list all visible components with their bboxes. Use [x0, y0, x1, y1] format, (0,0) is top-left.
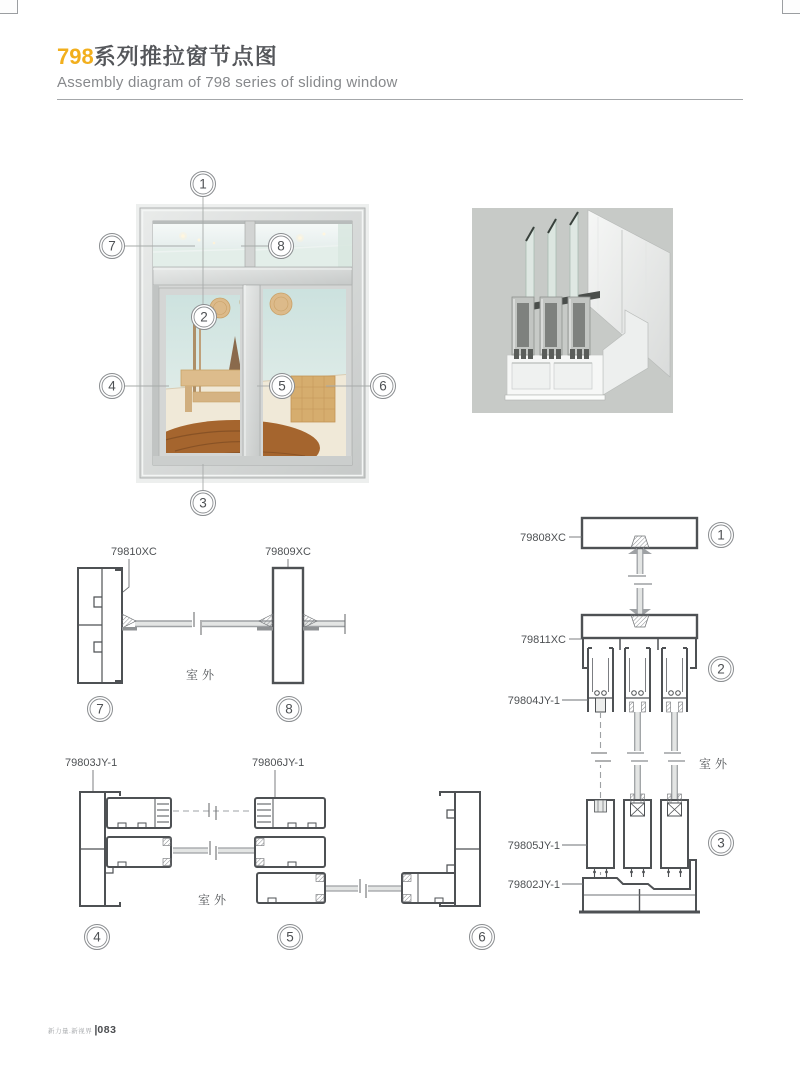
callout-4	[100, 374, 125, 399]
outdoor-label-right: 室外	[698, 757, 732, 771]
svg-text:79803JY-1: 79803JY-1	[65, 757, 118, 769]
profile-79810XC	[78, 568, 137, 683]
svg-text:79809XC: 79809XC	[265, 546, 311, 558]
page-subtitle: Assembly diagram of 798 series of sliding window	[57, 74, 398, 91]
callout-8	[269, 234, 294, 259]
label-79802JY-1	[508, 879, 583, 891]
callout-6-detail	[470, 925, 495, 950]
svg-text:3: 3	[199, 495, 207, 511]
window-illustration	[95, 168, 405, 520]
sash-upper-left	[107, 798, 171, 828]
sash-lower-middle	[255, 837, 325, 867]
svg-text:79805JY-1: 79805JY-1	[507, 840, 560, 852]
callout-7-detail	[88, 697, 113, 722]
callout-6	[371, 374, 396, 399]
footer-separator: |	[94, 1024, 98, 1036]
callout-2-detail	[709, 657, 734, 682]
svg-text:79811XC: 79811XC	[520, 634, 566, 646]
callout-5	[270, 374, 295, 399]
svg-text:79802JY-1: 79802JY-1	[507, 879, 560, 891]
svg-text:79808XC: 79808XC	[520, 532, 566, 544]
transom-bar	[153, 267, 352, 285]
callout-1	[191, 172, 216, 197]
svg-text:6: 6	[478, 929, 486, 945]
svg-text:7: 7	[108, 238, 116, 254]
label-79809XC	[265, 546, 311, 567]
bottom-track	[153, 456, 352, 465]
outdoor-label-bottom: 室外	[197, 893, 231, 907]
sash-upper-middle	[255, 798, 325, 828]
callout-2	[192, 305, 217, 330]
sash-bottom-middle	[257, 873, 325, 903]
svg-text:1: 1	[717, 527, 725, 543]
svg-text:2: 2	[717, 661, 725, 677]
callout-8-detail	[277, 697, 302, 722]
transom-mullion	[245, 221, 255, 267]
page-header	[57, 44, 743, 91]
svg-text:4: 4	[93, 929, 101, 945]
glass-run-upper	[173, 841, 255, 860]
glass-head-run	[628, 548, 652, 615]
svg-text:6: 6	[379, 378, 387, 394]
callout-5-detail	[278, 925, 303, 950]
series-number: 798	[57, 44, 94, 69]
svg-text:79806JY-1: 79806JY-1	[252, 757, 305, 769]
profile-79811XC	[582, 609, 697, 668]
svg-text:79810XC: 79810XC	[111, 546, 157, 558]
svg-text:1: 1	[199, 176, 207, 192]
svg-text:2: 2	[200, 309, 208, 325]
svg-text:7: 7	[96, 701, 104, 717]
svg-text:5: 5	[278, 378, 286, 394]
sill-front	[505, 355, 605, 400]
sash-bottom-profiles	[587, 794, 688, 877]
callout-1-detail	[709, 523, 734, 548]
center-stile	[243, 285, 260, 465]
side-track	[153, 285, 159, 465]
label-79808XC	[520, 532, 582, 544]
callout-3-detail	[709, 831, 734, 856]
label-79811XC	[521, 634, 582, 646]
callout-3	[191, 491, 216, 516]
page-title	[57, 44, 743, 70]
outdoor-label-mid: 室外	[185, 668, 219, 682]
profile-79808XC	[582, 518, 697, 554]
svg-text:4: 4	[108, 378, 116, 394]
corner-mark-left	[0, 0, 18, 14]
callout-4-detail	[85, 925, 110, 950]
svg-text:5: 5	[286, 929, 294, 945]
detail-drawing-7-8	[55, 535, 360, 727]
glass-run-lower	[325, 879, 402, 898]
track-profiles	[512, 297, 590, 359]
alignment-dashed-line	[173, 803, 253, 820]
sash-top-channels	[588, 648, 687, 712]
page-footer	[48, 1024, 116, 1036]
title-zh: 系列推拉窗节点图	[93, 44, 278, 69]
detail-drawing-1-2-3	[500, 508, 750, 928]
svg-text:3: 3	[717, 835, 725, 851]
detail-drawing-4-5-6	[40, 748, 520, 955]
callout-7	[100, 234, 125, 259]
label-79805JY-1	[508, 840, 587, 852]
footer-page-number: 083	[97, 1024, 117, 1036]
label-79803JY-1	[65, 757, 117, 791]
header-rule	[57, 99, 743, 100]
svg-text:8: 8	[277, 238, 285, 254]
corner-mark-right	[782, 0, 800, 14]
sash-lower-left	[107, 837, 171, 867]
svg-text:8: 8	[285, 701, 293, 717]
label-79806JY-1	[252, 757, 304, 797]
profile-3d-render	[470, 205, 675, 415]
footer-brand: 新力量.新视界	[48, 1028, 93, 1035]
label-79804JY-1	[508, 695, 588, 707]
glass-run	[135, 612, 345, 635]
svg-text:79804JY-1: 79804JY-1	[507, 695, 560, 707]
